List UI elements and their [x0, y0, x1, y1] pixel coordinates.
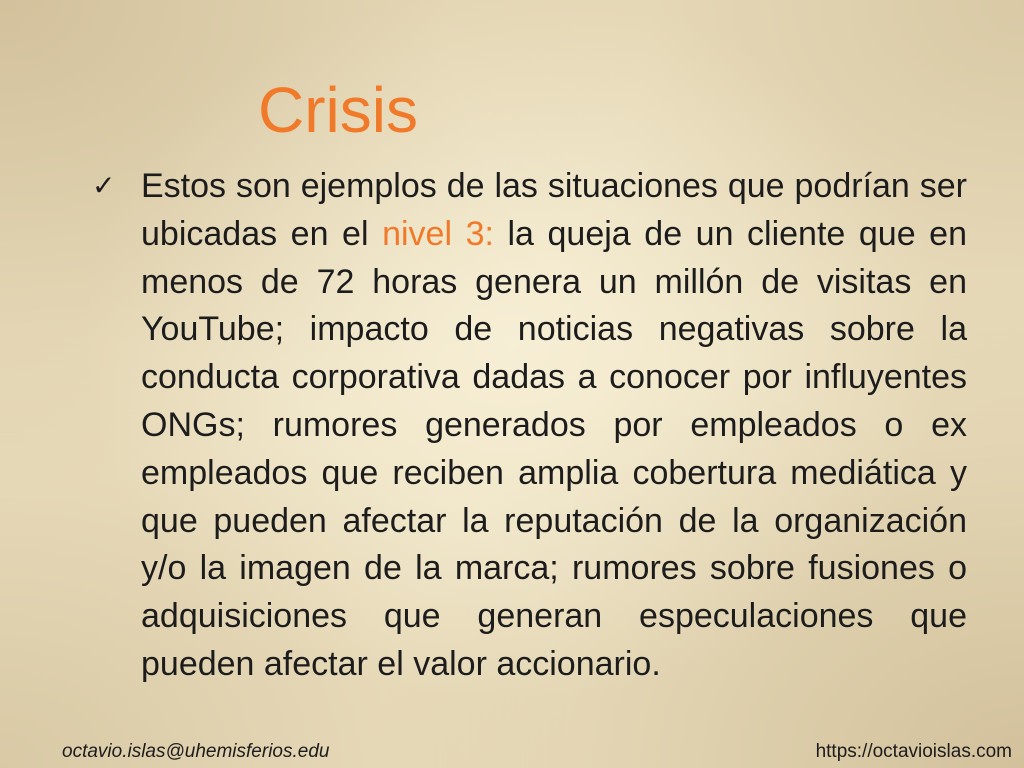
bullet-highlight: nivel 3:	[382, 214, 494, 253]
slide-title: Crisis	[258, 74, 418, 146]
footer-url: https://octavioislas.com	[815, 741, 1012, 762]
checkmark-icon: ✓	[92, 169, 116, 202]
bullet-text	[141, 163, 967, 689]
bullet-text-after: la queja de un cliente que en menos de 72 horas genera un millón de visitas en YouTube; impacto de noticias negativas sobre la conducta corporativa dadas a conocer por influyentes ONGs; rumores generados por empleados o ex empleados que reciben amplia cobertura mediática y que pueden afectar la reputación de la organización y/o la imagen de la marca; rumores sobre fusiones o adquisiciones que generan especulaciones que pueden afectar el valor accionario.	[141, 214, 967, 683]
footer-email: octavio.islas@uhemisferios.edu	[62, 741, 330, 762]
bullet-text-before: Estos son ejemplos de las situaciones que podrían ser ubicadas en el	[141, 167, 967, 253]
